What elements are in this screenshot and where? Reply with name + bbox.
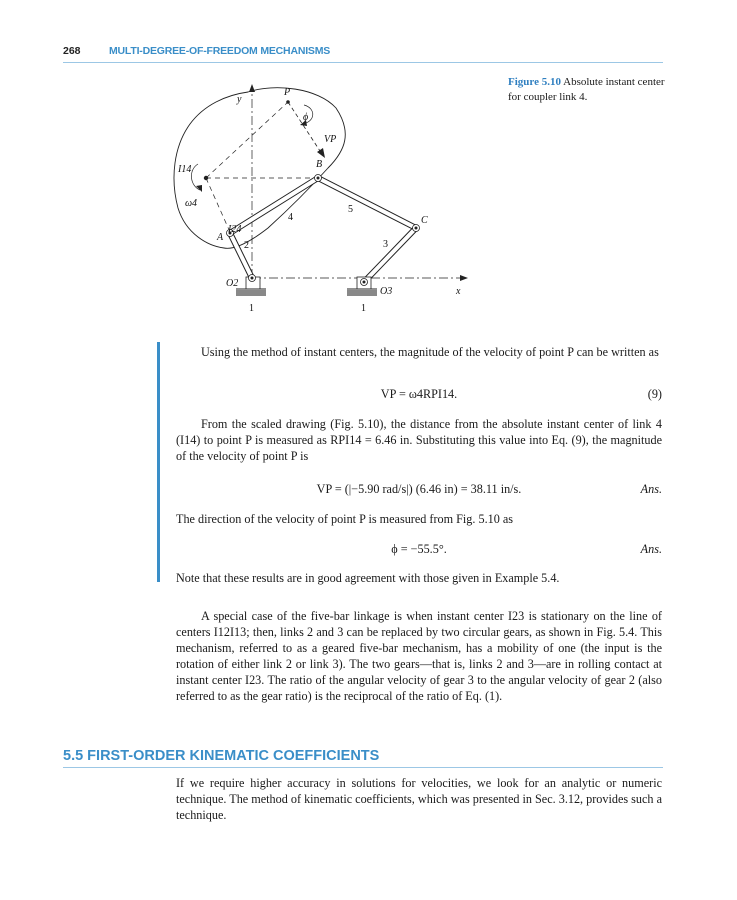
label-phi: ϕ xyxy=(303,112,309,123)
equation-vp xyxy=(176,482,662,498)
answer-label-1: Ans. xyxy=(640,482,662,496)
velocity-arrow xyxy=(288,102,322,154)
example-margin-bar xyxy=(157,342,160,582)
equation-9-number: (9) xyxy=(647,387,662,401)
label-b: B xyxy=(316,159,323,170)
label-y: y xyxy=(237,94,242,105)
construction-line-i14-p xyxy=(206,102,288,178)
equation-9 xyxy=(176,387,662,403)
label-x: x xyxy=(456,286,461,297)
section-paragraph: If we require higher accuracy in solutions for velocities, we look for an analytic or numeric technique. The method of kinematic coefficients, which was presented in Sec. 3.12, provides such a technique. xyxy=(176,776,662,822)
example-paragraph-2: From the scaled drawing (Fig. 5.10), the distance from the absolute instant center of link 4 (I14) to point P is measured as RPI14 = 6.46 in. Substituting this value into Eq. (9), the magnitude of the velocity of point P is xyxy=(176,417,662,463)
instant-center-i14 xyxy=(204,176,208,180)
body-paragraph-geared: A special case of the five-bar linkage is when instant center I23 is stationary on the line of centers I12I13; then, links 2 and 3 can be replaced by two circular gears, as shown in Fig. 5.4. This mechanism, referred to as a geared five-bar mechanism, has a mobility of one (the input is the rotation of either link 2 or link 3). The two gears—that is, links 2 and 3—are in rolling contact at instant center I23. The ratio of the angular velocity of gear 3 to the angular velocity of gear 2 (also referred to as the gear ratio) is the reciprocal of the ratio of Eq. (1). xyxy=(176,609,662,703)
label-link-4: 4 xyxy=(288,212,293,223)
joint-o2-dot xyxy=(251,277,254,280)
construction-line-i14-a xyxy=(206,178,230,232)
running-header xyxy=(63,45,663,63)
section-heading: 5.5 FIRST-ORDER KINEMATIC COEFFICIENTS xyxy=(63,748,380,764)
figure-caption xyxy=(508,75,668,105)
figure-label: Figure 5.10 xyxy=(508,76,561,88)
label-p: P xyxy=(284,87,291,98)
label-ground-left: 1 xyxy=(249,303,254,314)
running-title: MULTI-DEGREE-OF-FREEDOM MECHANISMS xyxy=(109,45,331,57)
equation-vp-text: VP = (|−5.90 rad/s|) (6.46 in) = 38.11 in/s. xyxy=(316,482,522,496)
example-paragraph-3: The direction of the velocity of point P is measured from Fig. 5.10 as xyxy=(176,512,514,526)
joint-o3-dot xyxy=(363,281,366,284)
joint-c-dot xyxy=(415,227,418,230)
equation-9-text: VP = ω4RPI14. xyxy=(380,387,458,401)
y-axis-arrow xyxy=(249,84,255,92)
figure-caption-text: Absolute instant center for coupler link 4. xyxy=(508,76,665,103)
equation-phi xyxy=(176,542,662,558)
label-omega4: ω4 xyxy=(185,198,198,209)
label-vp: VP xyxy=(324,134,337,145)
section-rule xyxy=(63,767,663,768)
label-link-2: 2 xyxy=(244,240,249,251)
joint-b-dot xyxy=(317,177,320,180)
label-c: C xyxy=(421,215,428,226)
linkage-figure xyxy=(170,80,480,320)
header-rule xyxy=(63,62,663,63)
example-paragraph-1: Using the method of instant centers, the magnitude of the velocity of point P can be written as xyxy=(201,345,659,359)
point-p xyxy=(286,100,290,104)
label-link-3: 3 xyxy=(383,239,388,250)
answer-label-2: Ans. xyxy=(640,542,662,556)
link-3-fill xyxy=(364,228,416,282)
label-link-5: 5 xyxy=(348,204,353,215)
link-4-fill xyxy=(230,178,318,233)
label-o3: O3 xyxy=(380,286,393,297)
label-i24: I24 xyxy=(228,224,242,235)
label-ground-right: 1 xyxy=(361,303,366,314)
label-a: A xyxy=(217,232,224,243)
label-i14: I14 xyxy=(178,164,192,175)
x-axis-arrow xyxy=(460,275,468,281)
example-paragraph-4: Note that these results are in good agreement with those given in Example 5.4. xyxy=(176,571,560,585)
label-o2: O2 xyxy=(226,278,239,289)
link-5-fill xyxy=(318,178,416,228)
equation-phi-text: ϕ = −55.5°. xyxy=(391,542,447,556)
velocity-arrowhead xyxy=(317,148,325,158)
page-number: 268 xyxy=(63,45,81,57)
